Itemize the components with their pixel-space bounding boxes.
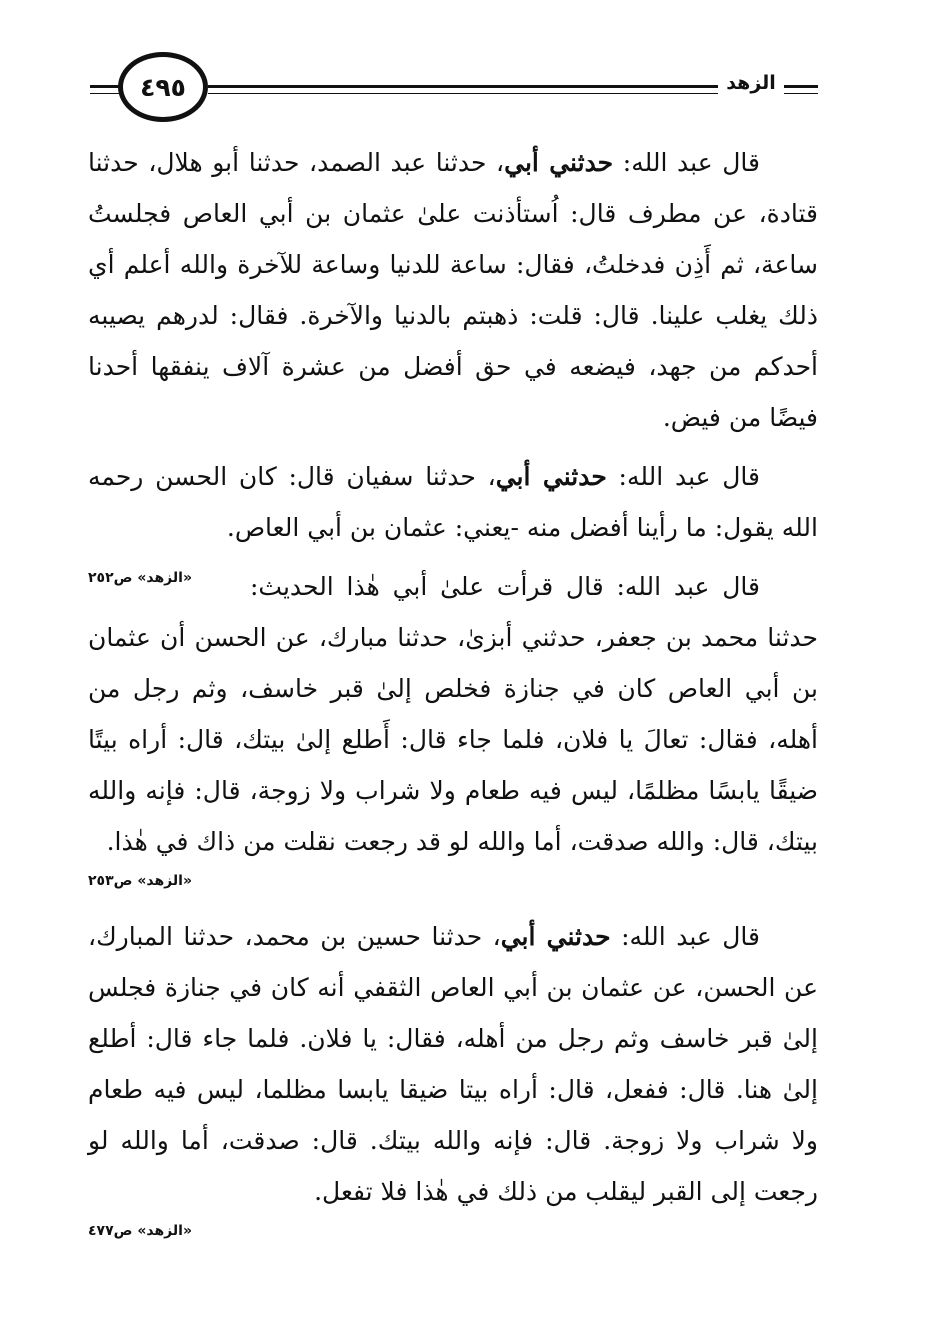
paragraph-4 (88, 911, 818, 1217)
page-number: ٤٩٥ (140, 72, 186, 102)
page-header (90, 52, 818, 124)
paragraph-1-text: ، حدثنا عبد الصمد، حدثنا أبو هلال، حدثنا قتادة، عن مطرف قال: اُستأذنت علىٰ عثمان بن أبي العاص فجلستُ ساعة، ثم أَذِن فدخلتُ، فقال: ساعة للدنيا وساعة للآخرة والله أعلم أي ذلك يغلب علينا. قال: قلت: ذهبتم بالدنيا والآخرة. فقال: لدرهم يصيبه أحدكم من جهد، فيضعه في حق أفضل من عشرة آلاف ينفقها أحدنا فيضًا من فيض. (88, 148, 818, 432)
running-title: الزهد (718, 72, 784, 94)
page-number-badge (118, 52, 208, 122)
header-rule-right (780, 85, 818, 88)
paragraph-3-reference: «الزهد» ص٢٥٣ (88, 873, 192, 889)
paragraph-2-reference: «الزهد» ص٢٥٢ (88, 570, 192, 586)
header-rule-left-thin (90, 93, 120, 94)
header-rule-right-thin (780, 93, 818, 94)
header-rule-middle-thin (208, 93, 720, 94)
paragraph-4-speaker: قال عبد الله: (610, 922, 760, 951)
paragraph-1-narrator: حدثني أبي (504, 148, 614, 177)
paragraph-3 (88, 561, 818, 867)
header-rule-middle (208, 85, 720, 88)
paragraph-4-text: ، حدثنا حسين بن محمد، حدثنا المبارك، عن الحسن، عن عثمان بن أبي العاص الثقفي أنه كان في جنازة فجلس إلىٰ قبر خاسف وثم رجل من أهله، فقال: يا فلان. فلما جاء قال: أطلع إلىٰ هنا. قال: ففعل، قال: أراه بيتا ضيقا يابسا مظلما، ليس فيه طعام ولا شراب ولا زوجة. قال: فإنه والله بيتك. قال: صدقت، أما والله لو رجعت إلى القبر ليقلب من ذلك في هٰذا فلا تفعل. (88, 922, 818, 1206)
paragraph-2-speaker: قال عبد الله: (606, 462, 760, 491)
paragraph-2-text: ، حدثنا سفيان قال: كان الحسن رحمه الله يقول: ما رأينا أفضل منه -يعني: عثمان بن أبي العاص. (88, 462, 818, 542)
paragraph-2-narrator: حدثني أبي (495, 462, 607, 491)
page-body (88, 137, 818, 1253)
paragraph-1-speaker: قال عبد الله: (613, 148, 760, 177)
paragraph-1 (88, 137, 818, 443)
header-rule-left (90, 85, 120, 88)
paragraph-3-text: قال عبد الله: قال قرأت علىٰ أبي هٰذا الحديث: حدثنا محمد بن جعفر، حدثني أبزىٰ، حدثنا مبارك، عن الحسن أن عثمان بن أبي العاص كان في جنازة فخلص إلىٰ قبر خاسف، وثم رجل من أهله، فقال: تعالَ يا فلان، فلما جاء قال: أَطلع إلىٰ بيتك، قال: أراه بيتًا ضيقًا يابسًا مظلمًا، ليس فيه طعام ولا شراب ولا زوجة، قال: فإنه والله بيتك، قال: والله صدقت، أما والله لو قد رجعت نقلت من ذاك في هٰذا. (88, 572, 818, 856)
paragraph-4-narrator: حدثني أبي (500, 922, 611, 951)
paragraph-2 (88, 451, 818, 586)
paragraph-4-reference: «الزهد» ص٤٧٧ (88, 1223, 192, 1239)
